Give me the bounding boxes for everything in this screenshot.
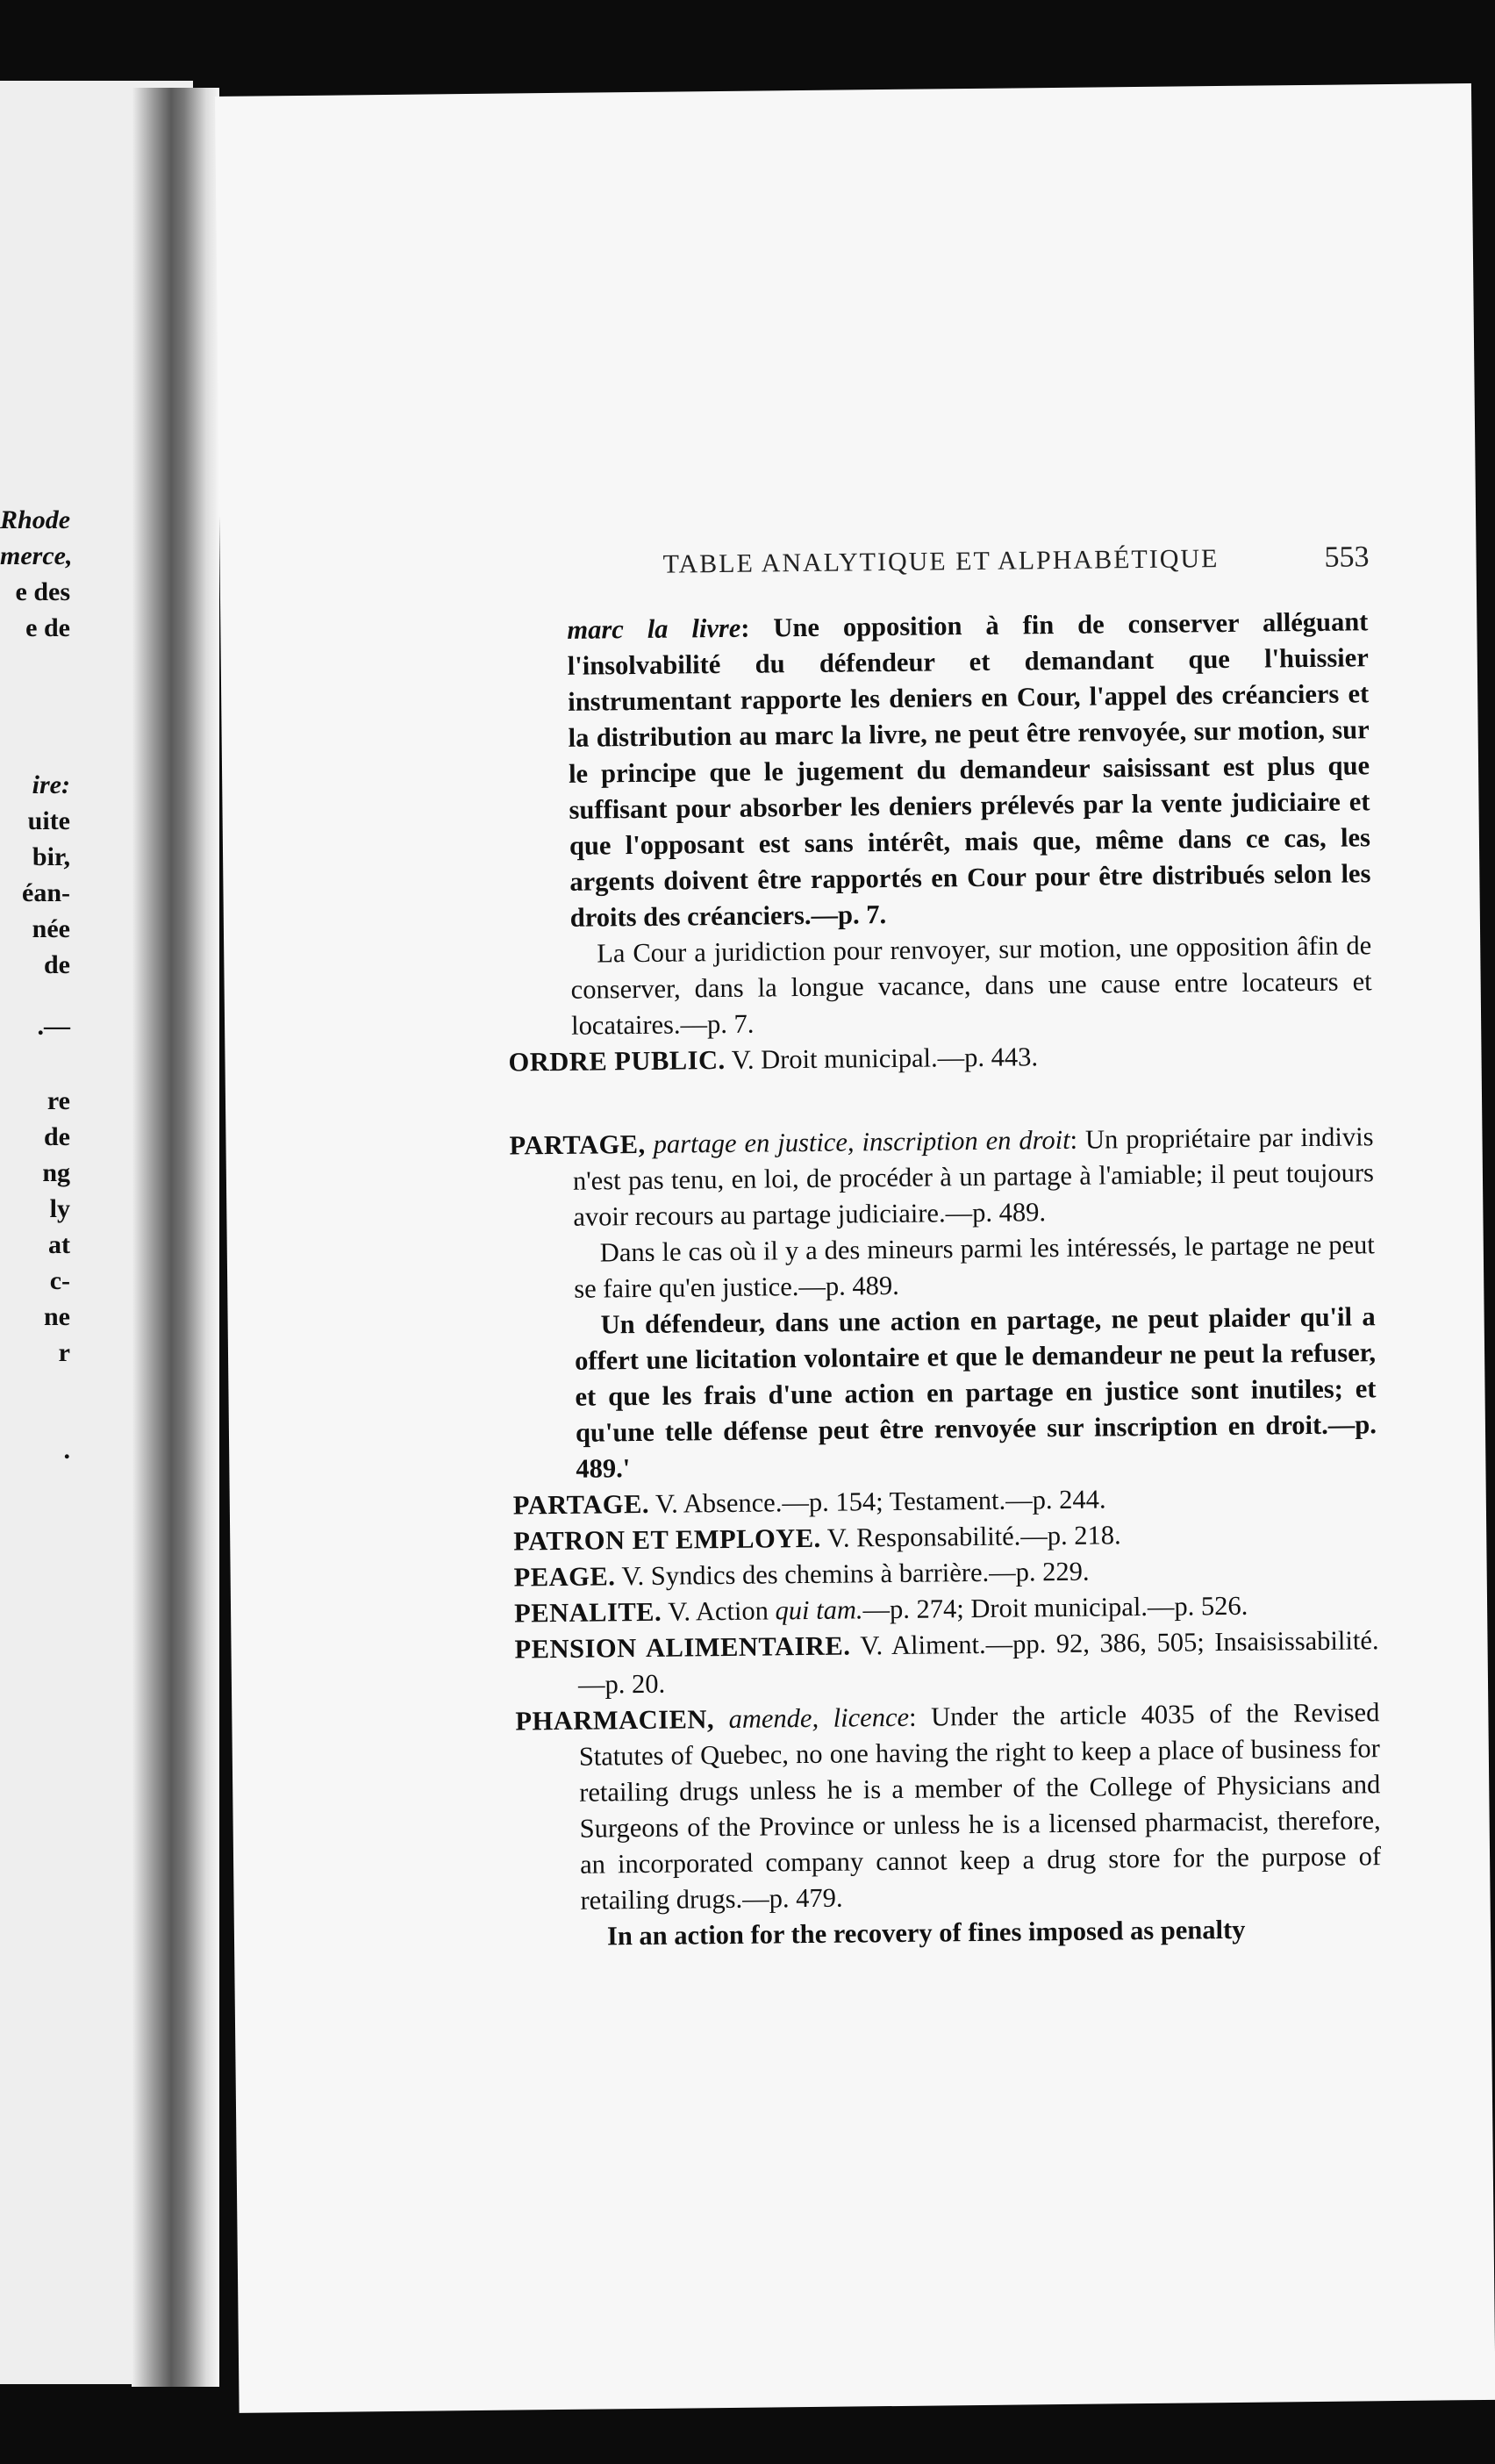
entry-text: V. Aliment.—pp. 92, 386, 505; Insaisissabilité.—p. 20.: [577, 1625, 1379, 1700]
entry-pharmacien: [515, 1694, 1382, 1919]
entry-head: PENALITE.: [513, 1596, 662, 1629]
entry-marc-la-livre: [504, 604, 1371, 936]
entry-text: V. Absence.—p. 154; Testament.—p. 244.: [648, 1484, 1106, 1519]
entry-paragraph: In an action for the recovery of fines imposed as penalty: [606, 1914, 1246, 1952]
entry-head: PHARMACIEN,: [515, 1704, 715, 1737]
entry-pension-alimentaire: [514, 1622, 1379, 1703]
left-fragments-3: .—: [37, 1012, 70, 1041]
entry-text: V. Syndics des chemins à barrière.—p. 229.: [615, 1556, 1090, 1592]
entry-head: PARTAGE.: [512, 1488, 650, 1521]
entry-paragraph: Un défendeur, dans une action en partage, ne peut plaider qu'il a offert une licitation volontaire et que le demandeur ne peut la refuser, et que les frais d'une action en partage en justice sont inutiles; et qu'une telle défense peut être renvoyée sur inscription en droit.—p. 489.': [574, 1301, 1377, 1484]
entry-head: PARTAGE,: [509, 1128, 646, 1161]
entry-subhead: amende, licence: [713, 1701, 910, 1735]
left-fragments-2: ire: uite bir, éan- née de: [22, 770, 70, 979]
entry-head: PEAGE.: [513, 1561, 616, 1593]
right-page: [215, 83, 1495, 2413]
left-fragments-4: re de ng ly at c- ne r: [42, 1086, 70, 1367]
entry-text: : Under the article 4035 of the Revised Statutes of Quebec, no one having the right to keep a place of business for retailing drugs unless he is a member of the College of Physicians and Surgeons of the Province or unless he is a licensed pharmacist, therefore, an incorporated company cannot keep a drug store for the purpose of retailing drugs.—p. 479.: [578, 1697, 1382, 1916]
running-head: [662, 542, 1369, 579]
left-fragments-5: .: [63, 1436, 70, 1465]
entry-paragraph: Dans le cas où il y a des mineurs parmi les intéressés, le partage ne peut se faire qu'en justice.—p. 489.: [574, 1229, 1375, 1304]
entry-head: PENSION ALIMENTAIRE.: [514, 1630, 851, 1665]
entry-head: ORDRE PUBLIC.: [508, 1044, 726, 1078]
entry-text: V. Droit municipal.—p. 443.: [725, 1042, 1039, 1075]
entry-subhead: partage en justice, inscription en droit: [645, 1124, 1070, 1159]
entry-text: V. Responsabilité.—p. 218.: [820, 1520, 1121, 1553]
entry-penalite: PENALITE. V. Action qui tam.—p. 274; Droit municipal.—p. 526.: [513, 1590, 1248, 1629]
running-head-title: TABLE ANALYTIQUE ET ALPHABÉTIQUE: [662, 544, 1220, 579]
entry-paragraph: La Cour a juridiction pour renvoyer, sur motion, une opposition âfin de conserver, dans la longue vacance, dans une cause entre locateurs et locataires.—p. 7.: [570, 930, 1372, 1041]
index-content: [504, 604, 1382, 1955]
page-number: 553: [1324, 541, 1370, 574]
left-fragments-1: Rhode merce, e des e de: [0, 505, 73, 642]
entry-head: PATRON ET EMPLOYE.: [513, 1522, 821, 1557]
entry-partage: [509, 1119, 1374, 1236]
book-gutter: [132, 88, 219, 2387]
entry-text: : Un propriétaire par indivis n'est pas tenu, en loi, de procéder à un partage à l'amiable; il peut toujours avoir recours au partage judiciaire.—p. 489.: [572, 1121, 1375, 1232]
entry-head: marc la livre: [567, 612, 741, 645]
entry-text-bold: : Une opposition à fin de conserver alléguant l'insolvabilité du défendeur et demandant que l'huissier instrumentant rapporte les deniers en Cour, l'appel des créanciers et la distribution au marc la livre, ne peut être renvoyée, sur motion, sur le principe que le jugement du demandeur saisissant est plus que suffisant pour absorber les deniers prélevés par la vente judiciaire et que l'opposant est sans intérêt, mais que, même dans ce cas, les argents doivent être rapportés en Cour pour être distribués selon les droits des créanciers.—p. 7.: [567, 606, 1371, 933]
